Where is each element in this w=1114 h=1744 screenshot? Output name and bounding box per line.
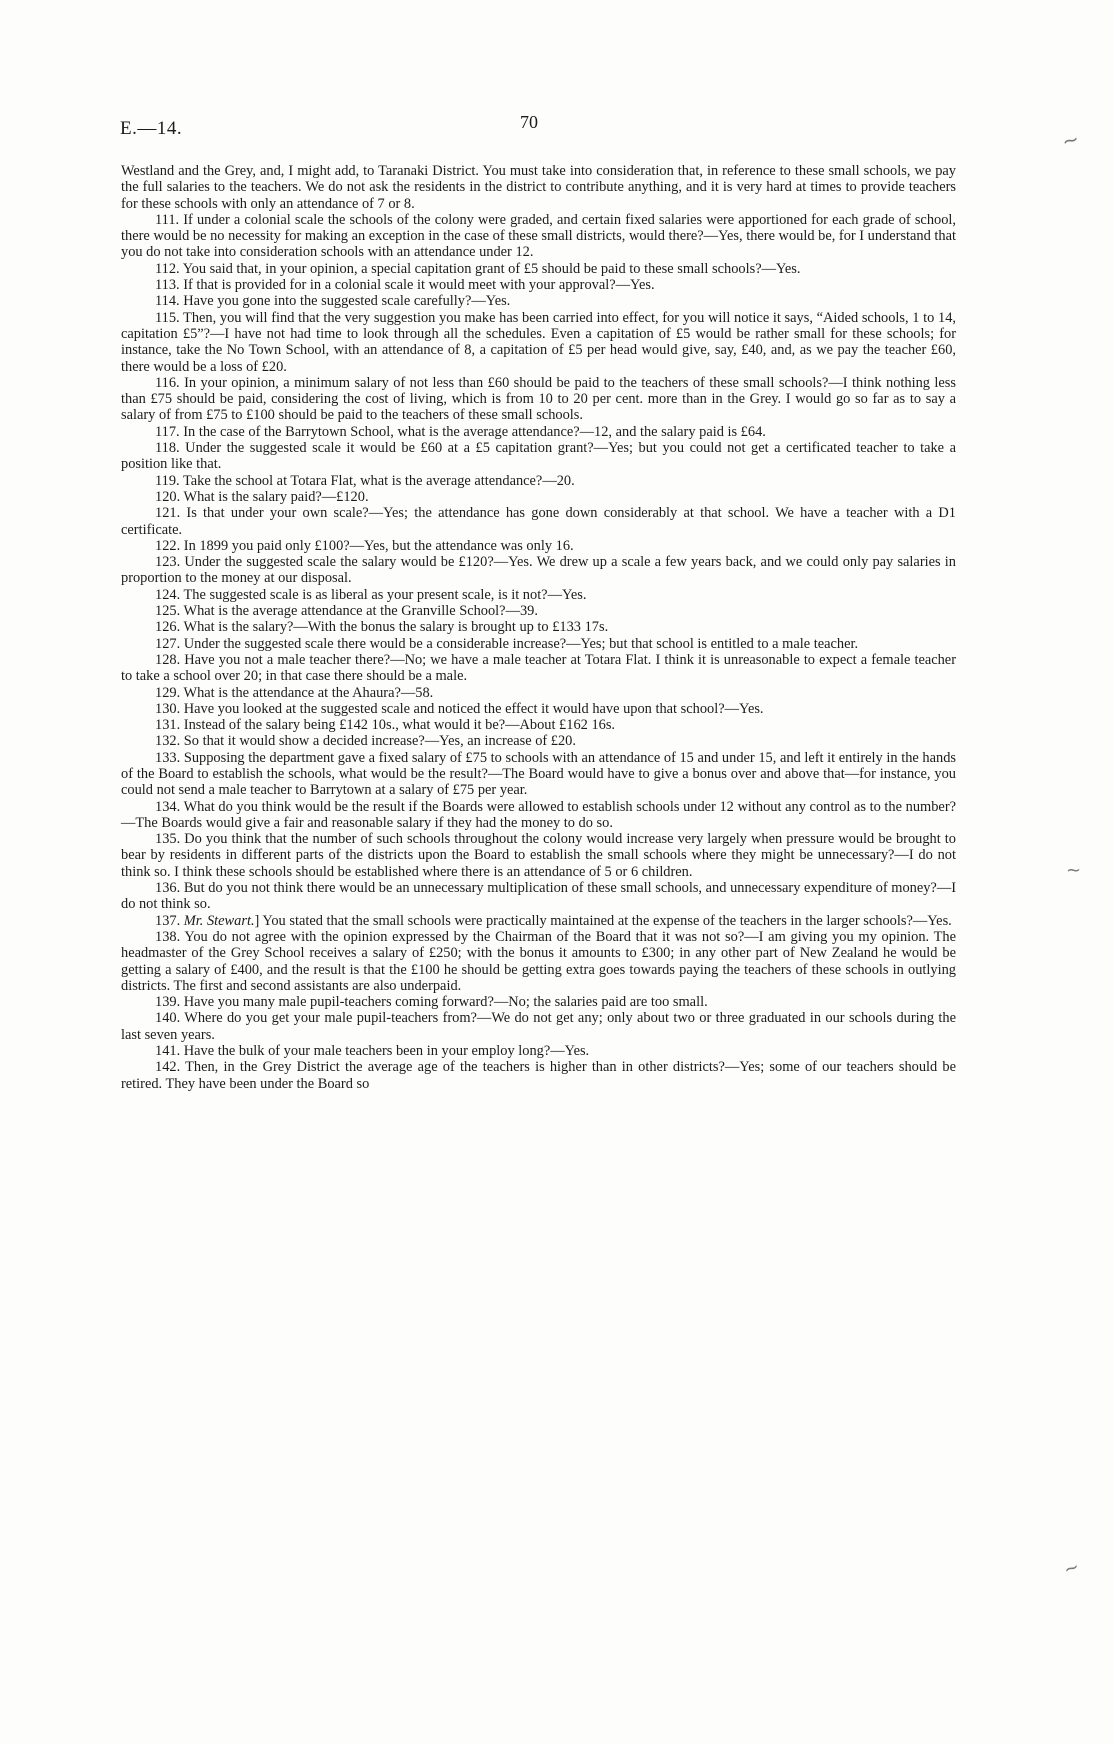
- body-text: [121, 163, 956, 1092]
- margin-mark: ~: [1060, 1556, 1083, 1581]
- qa-paragraph: [121, 913, 956, 929]
- qa-paragraph: 112. You said that, in your opinion, a special capitation grant of £5 should be paid to these small schools?—Yes.: [155, 260, 801, 277]
- qa-paragraph: 120. What is the salary paid?—£120.: [155, 488, 369, 505]
- qa-paragraph: 114. Have you gone into the suggested scale carefully?—Yes.: [155, 293, 511, 310]
- page-header: [120, 112, 960, 148]
- qa-paragraph: 129. What is the attendance at the Ahaura?—58.: [155, 684, 434, 701]
- qa-paragraph: 133. Supposing the department gave a fixed salary of £75 to schools with an attendance of 15 and under 15, and left it entirely in the hands of the Board to establish the schools, what would be the result?—The Board would have to give a bonus over and above that—for instance, you could not send a male teacher to Barrytown at a salary of £75 per year.: [121, 749, 956, 799]
- margin-mark: ~: [1066, 860, 1082, 881]
- qa-paragraph: 141. Have the bulk of your male teachers been in your employ long?—Yes.: [155, 1043, 590, 1060]
- qa-paragraph: 123. Under the suggested scale the salary would be £120?—Yes. We drew up a scale a few years back, and we could only pay salaries in proportion to the money at our disposal.: [121, 554, 956, 587]
- qa-paragraph: 135. Do you think that the number of such schools throughout the colony would increase very largely when pressure would be brought to bear by residents in different parts of the districts upon the Board to establish the small schools where they might be unnecessary?—I do not think so. I think these schools should be established where there is an attendance of 5 or 6 children.: [121, 831, 956, 880]
- qa-paragraph: 128. Have you not a male teacher there?—No; we have a male teacher at Totara Flat. I think it is unreasonable to expect a female teacher to take a school over 20; in that case there should be a male.: [121, 651, 956, 685]
- qa-paragraph: 139. Have you many male pupil-teachers coming forward?—No; the salaries paid are too small.: [155, 994, 708, 1011]
- qa-paragraph: 124. The suggested scale is as liberal as your present scale, is it not?—Yes.: [155, 586, 587, 603]
- qa-paragraph: 132. So that it would show a decided increase?—Yes, an increase of £20.: [155, 733, 576, 750]
- document-reference: E.—14.: [120, 118, 183, 139]
- paragraph-number: 137.: [155, 912, 184, 929]
- question-answer-list: [121, 212, 956, 1092]
- qa-paragraph: 134. What do you think would be the result if the Boards were allowed to establish schools under 12 without any control as to the number?—The Boards would give a fair and reasonable salary if they had the money to do so.: [121, 798, 956, 831]
- qa-paragraph: 121. Is that under your own scale?—Yes; the attendance has gone down considerably at that school. We have a teacher with a D1 certificate.: [121, 505, 956, 538]
- qa-paragraph: 113. If that is provided for in a colonial scale it would meet with your approval?—Yes.: [155, 277, 655, 294]
- qa-paragraph: 117. In the case of the Barrytown School, what is the average attendance?—12, and the salary paid is £64.: [155, 423, 766, 440]
- qa-paragraph: 127. Under the suggested scale there would be a considerable increase?—Yes; but that school is entitled to a male teacher.: [155, 635, 859, 652]
- qa-paragraph: 116. In your opinion, a minimum salary of not less than £60 should be paid to the teachers of these small schools?—I think nothing less than £75 should be paid, considering the cost of living, which is from 10 to 20 per cent. more than in the Grey. I would go so far as to say a salary of from £75 to £100 should be paid to the teachers of these small schools.: [121, 374, 956, 424]
- qa-paragraph: 125. What is the average attendance at the Granville School?—39.: [155, 603, 538, 620]
- speaker-name: Mr. Stewart.: [183, 912, 255, 929]
- paragraph-text: ] You stated that the small schools were practically maintained at the expense of the teachers in the larger schools?—Yes.: [254, 912, 952, 929]
- qa-paragraph: 118. Under the suggested scale it would be £60 at a £5 capitation grant?—Yes; but you could not get a certificated teacher to take a position like that.: [121, 440, 956, 473]
- qa-paragraph: 140. Where do you get your male pupil-teachers from?—We do not get any; only about two or three graduated in our schools during the last seven years.: [121, 1010, 956, 1043]
- qa-paragraph: 122. In 1899 you paid only £100?—Yes, but the attendance was only 16.: [155, 537, 574, 554]
- opening-paragraph: Westland and the Grey, and, I might add, to Taranaki District. You must take into consideration that, in reference to these small schools, we pay the full salaries to the teachers. We do not ask the residents in the district to contribute anything, and it is very hard at times to provide teachers for these schools with only an attendance of 7 or 8.: [121, 163, 956, 212]
- page-number: 70: [520, 112, 538, 132]
- qa-paragraph: 136. But do you not think there would be an unnecessary multiplication of these small schools, and unnecessary expenditure of money?—I do not think so.: [121, 880, 956, 913]
- qa-paragraph: 142. Then, in the Grey District the average age of the teachers is higher than in other districts?—Yes; some of our teachers should be retired. They have been under the Board so: [121, 1059, 956, 1092]
- qa-paragraph: 111. If under a colonial scale the schools of the colony were graded, and certain fixed salaries were apportioned for each grade of school, there would be no necessity for making an exception in the case of these small districts, would there?—Yes, there would be, for I understand that you do not take into consideration schools with an attendance under 12.: [121, 211, 956, 261]
- qa-paragraph: 126. What is the salary?—With the bonus the salary is brought up to £133 17s.: [155, 619, 609, 636]
- qa-paragraph: 115. Then, you will find that the very suggestion you make has been carried into effect, for you will notice it says, “Aided schools, 1 to 14, capitation £5”?—I have not had time to look through all the schedules. Even a capitation of £5 would be rather small for these schools; for instance, take the No Town School, with an attendance of 8, a capitation of £5 per head would give, say, £40, and, as we pay the teacher £60, there would be a loss of £20.: [121, 309, 956, 375]
- qa-paragraph: 119. Take the school at Totara Flat, what is the average attendance?—20.: [155, 472, 575, 489]
- qa-paragraph: 130. Have you looked at the suggested scale and noticed the effect it would have upon that school?—Yes.: [155, 700, 764, 717]
- qa-paragraph: 131. Instead of the salary being £142 10s., what would it be?—About £162 16s.: [155, 717, 616, 734]
- margin-mark: ~: [1059, 126, 1082, 154]
- qa-paragraph: 138. You do not agree with the opinion expressed by the Chairman of the Board that it was not so?—I am giving you my opinion. The headmaster of the Grey School receives a salary of £250; with the bonus it amounts to £300; in any other part of New Zealand he would be getting a salary of £400, and the result is that the £100 he should be getting extra goes towards paying the teachers of these schools in outlying districts. The first and second assistants are also underpaid.: [121, 928, 956, 994]
